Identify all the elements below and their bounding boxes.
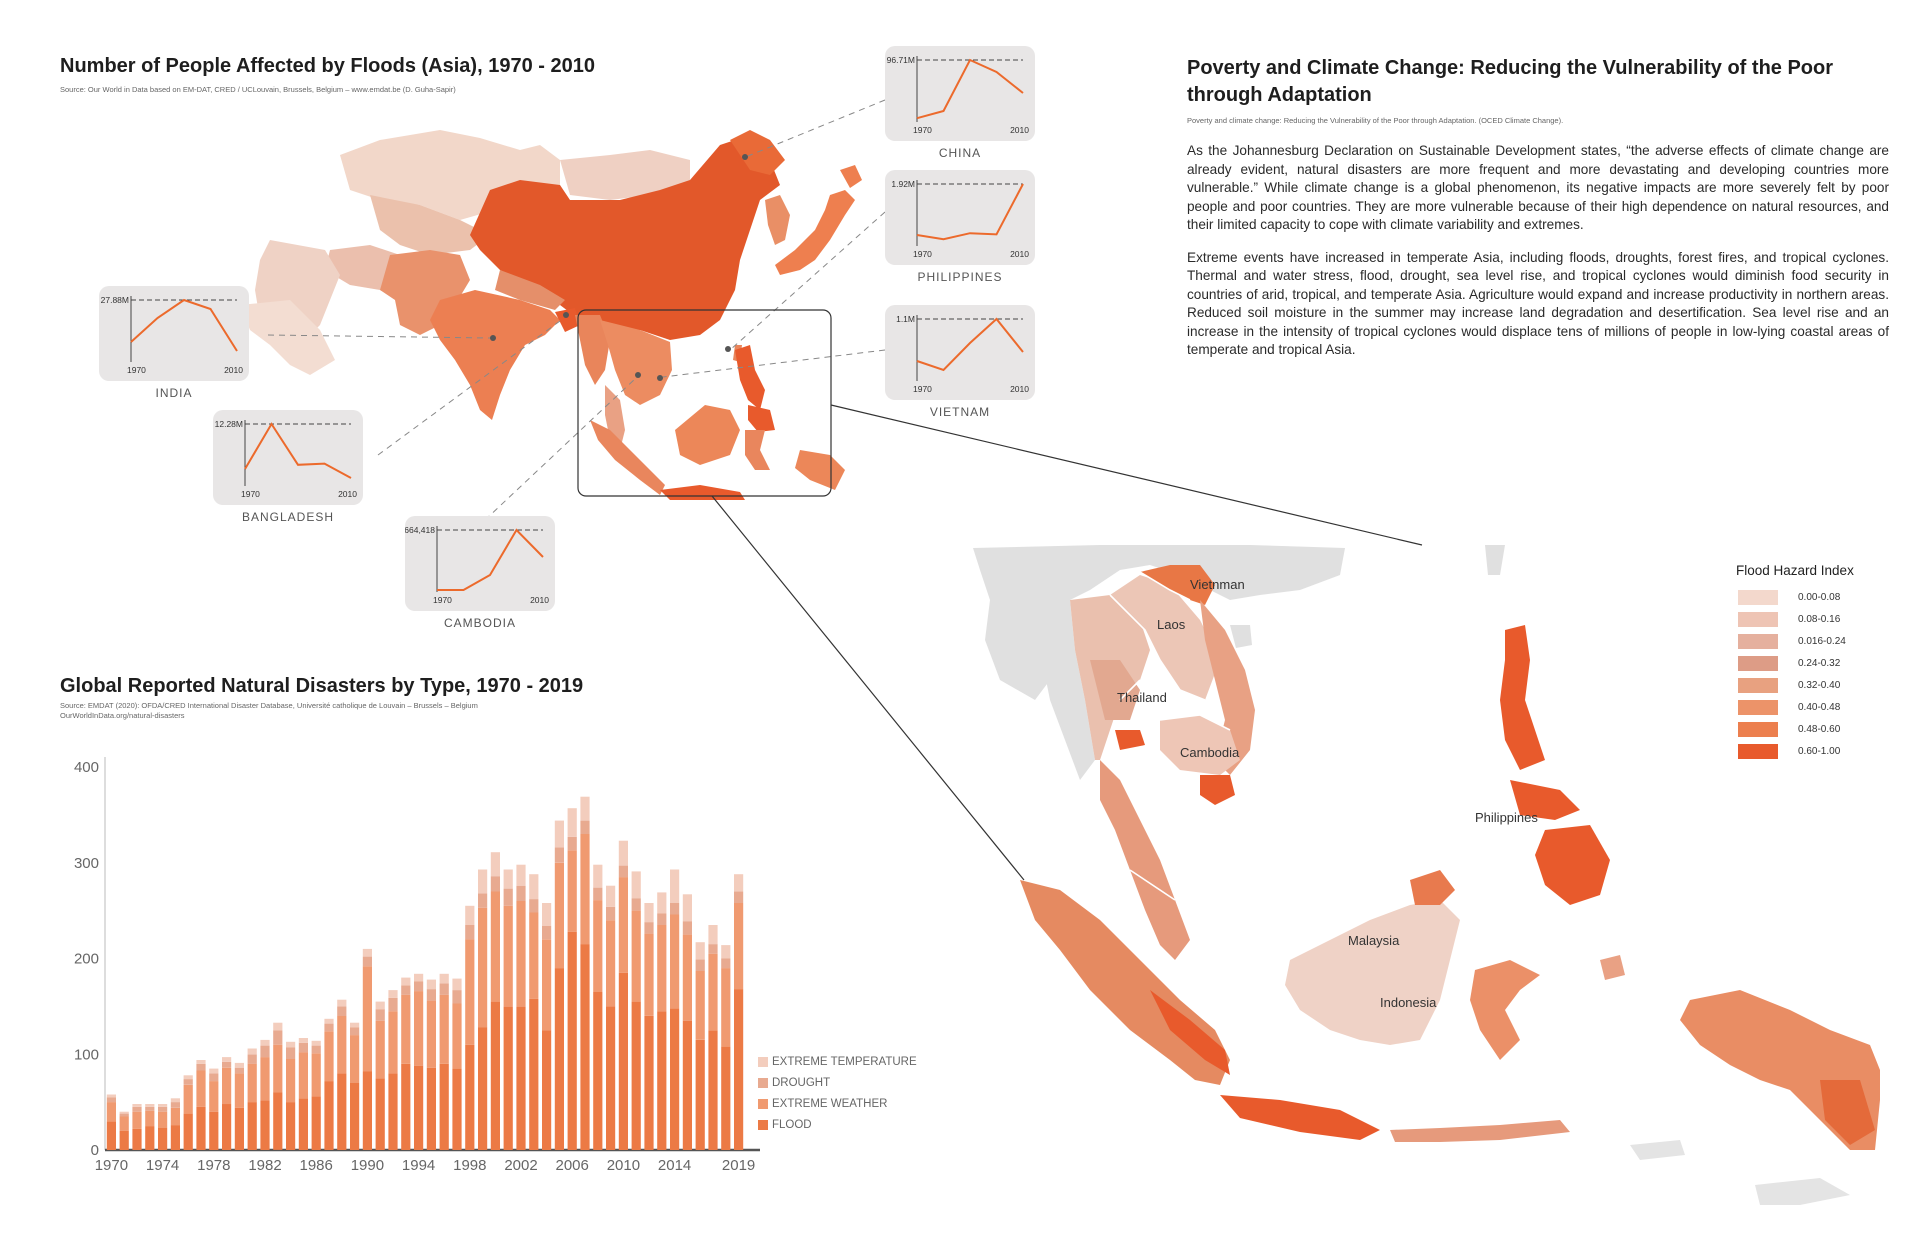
bar-segment-extreme-temperature: [286, 1042, 295, 1048]
bar-legend-label: DROUGHT: [772, 1076, 831, 1089]
label-vietnam: Vietnman: [1190, 577, 1245, 592]
bar-segment-extreme-temperature: [516, 865, 525, 886]
card-max-label: 1.92M: [891, 179, 915, 189]
bar-x-tick-label: 1970: [94, 1157, 129, 1174]
bar-segment-extreme-temperature: [184, 1075, 193, 1079]
bar-segment-drought: [376, 1009, 385, 1021]
bar-segment-extreme-weather: [196, 1071, 205, 1107]
bar-segment-extreme-weather: [363, 966, 372, 1071]
bar-segment-extreme-weather: [248, 1064, 257, 1102]
bar-segment-extreme-temperature: [555, 821, 564, 848]
bar-segment-extreme-weather: [324, 1031, 333, 1081]
bar-segment-extreme-weather: [222, 1068, 231, 1104]
card-x-start: 1970: [241, 489, 260, 499]
bar-segment-drought: [568, 837, 577, 850]
bar-segment-extreme-temperature: [696, 942, 705, 959]
bar-segment-extreme-temperature: [504, 870, 513, 889]
bar-segment-drought: [606, 907, 615, 920]
bar-segment-extreme-temperature: [222, 1057, 231, 1062]
bar-segment-flood: [644, 1016, 653, 1150]
bar-y-tick-label: 100: [73, 1046, 99, 1064]
label-laos: Laos: [1157, 617, 1186, 632]
bar-segment-flood: [286, 1102, 295, 1150]
bar-segment-flood: [734, 989, 743, 1150]
bar-segment-extreme-temperature: [248, 1049, 257, 1055]
bar-segment-extreme-temperature: [235, 1063, 244, 1068]
bar-segment-drought: [350, 1027, 359, 1035]
legend-label: 0.40-0.48: [1798, 701, 1841, 713]
bar-segment-extreme-temperature: [644, 903, 653, 922]
bar-segment-flood: [120, 1131, 129, 1150]
bar-segment-flood: [516, 1006, 525, 1150]
card-label-cambodia: CAMBODIA: [443, 616, 516, 630]
bar-segment-extreme-weather: [580, 834, 589, 944]
bar-segment-extreme-temperature: [478, 870, 487, 894]
bar-segment-flood: [376, 1078, 385, 1150]
bar-segment-extreme-temperature: [273, 1023, 282, 1031]
bar-segment-extreme-temperature: [388, 990, 397, 998]
bar-segment-flood: [273, 1093, 282, 1150]
bar-segment-flood: [401, 1064, 410, 1150]
bar-segment-flood: [619, 973, 628, 1150]
card-x-start: 1970: [913, 125, 932, 135]
bar-segment-extreme-temperature: [120, 1112, 129, 1114]
card-x-start: 1970: [433, 595, 452, 605]
bar-segment-extreme-weather: [593, 900, 602, 992]
bar-segment-drought: [299, 1043, 308, 1053]
disasters-legend: [758, 1051, 917, 1135]
bar-segment-extreme-weather: [209, 1081, 218, 1112]
bar-segment-drought: [708, 944, 717, 954]
bar-segment-drought: [491, 876, 500, 891]
bar-segment-extreme-temperature: [427, 980, 436, 990]
bar-segment-extreme-weather: [491, 892, 500, 1002]
bar-legend-item: [758, 1051, 917, 1072]
bar-segment-flood: [580, 944, 589, 1150]
bar-segment-extreme-temperature: [299, 1038, 308, 1043]
bar-x-tick-label: 1998: [453, 1157, 487, 1174]
label-indonesia: Indonesia: [1380, 995, 1437, 1010]
label-cambodia: Cambodia: [1180, 745, 1240, 760]
bar-segment-drought: [158, 1107, 167, 1112]
bar-legend-swatch: [758, 1078, 768, 1088]
article-title-line1: Poverty and Climate Change: Reducing the Vulnerability of the Poor: [1187, 57, 1834, 79]
bar-segment-extreme-temperature: [350, 1023, 359, 1028]
bar-x-tick-label: 2014: [657, 1157, 692, 1174]
bar-legend-item: [758, 1072, 917, 1093]
bar-segment-extreme-weather: [619, 877, 628, 973]
bar-legend-swatch: [758, 1099, 768, 1109]
bar-segment-extreme-temperature: [491, 852, 500, 876]
bar-segment-drought: [632, 898, 641, 910]
bar-x-tick-label: 1990: [350, 1157, 385, 1174]
bar-segment-extreme-temperature: [734, 874, 743, 891]
bar-x-tick-label: 2010: [606, 1157, 641, 1174]
bar-segment-drought: [107, 1097, 116, 1102]
bar-x-tick-label: 2002: [504, 1157, 538, 1174]
bar-segment-extreme-weather: [670, 915, 679, 1009]
bar-segment-flood: [312, 1096, 321, 1150]
bar-y-tick-label: 400: [73, 759, 99, 776]
bar-segment-flood: [388, 1073, 397, 1150]
bar-segment-drought: [465, 925, 474, 939]
bar-segment-drought: [120, 1114, 129, 1117]
bar-segment-flood: [593, 992, 602, 1150]
bar-segment-drought: [696, 960, 705, 972]
bar-segment-extreme-weather: [184, 1085, 193, 1114]
bar-segment-extreme-weather: [427, 1001, 436, 1068]
bar-segment-drought: [222, 1062, 231, 1068]
card-max-label: 96.71M: [886, 55, 915, 65]
bar-segment-extreme-temperature: [721, 945, 730, 958]
bar-segment-drought: [132, 1107, 141, 1112]
bar-segment-extreme-weather: [632, 911, 641, 1002]
floods-title: Number of People Affected by Floods (Asia), 1970 - 2010: [60, 55, 595, 77]
bar-segment-drought: [427, 989, 436, 1001]
bar-segment-extreme-temperature: [606, 886, 615, 907]
bar-segment-flood: [414, 1066, 423, 1150]
bar-legend-label: EXTREME WEATHER: [772, 1097, 888, 1110]
bar-segment-extreme-weather: [132, 1112, 141, 1129]
bar-segment-flood: [452, 1069, 461, 1150]
bar-x-tick-label: 2006: [555, 1157, 589, 1174]
bar-segment-extreme-weather: [145, 1111, 154, 1126]
bar-segment-drought: [580, 821, 589, 834]
bar-segment-extreme-weather: [235, 1073, 244, 1108]
card-label-philippines: PHILIPPINES: [917, 270, 1003, 284]
card-max-label: 27.88M: [100, 295, 129, 305]
legend-label: 0.48-0.60: [1798, 723, 1841, 735]
bar-segment-flood: [248, 1102, 257, 1150]
legend-label: 0.016-0.24: [1798, 635, 1846, 647]
card-x-end: 2010: [224, 365, 243, 375]
bar-segment-extreme-temperature: [132, 1104, 141, 1107]
bar-legend-swatch: [758, 1120, 768, 1130]
bar-segment-extreme-weather: [721, 968, 730, 1047]
legend-label: 0.00-0.08: [1798, 591, 1841, 603]
bar-segment-drought: [657, 914, 666, 926]
bar-segment-drought: [209, 1073, 218, 1081]
bar-segment-extreme-temperature: [580, 797, 589, 821]
bar-segment-drought: [644, 922, 653, 934]
bar-segment-extreme-temperature: [414, 974, 423, 982]
bar-segment-extreme-temperature: [401, 978, 410, 986]
bar-segment-extreme-weather: [299, 1052, 308, 1098]
floods-source: Source: Our World in Data based on EM-DAT, CRED / UCLouvain, Brussels, Belgium – www.emdat.be (D. Guha-Sapir): [60, 85, 456, 94]
card-x-start: 1970: [913, 384, 932, 394]
bar-segment-drought: [414, 982, 423, 992]
bar-legend-swatch: [758, 1057, 768, 1067]
bar-segment-extreme-weather: [452, 1004, 461, 1069]
bar-segment-extreme-weather: [465, 939, 474, 1044]
bar-segment-extreme-temperature: [158, 1104, 167, 1107]
bar-segment-extreme-temperature: [312, 1041, 321, 1046]
article-paragraph-2: Extreme events have increased in temperate Asia, including floods, droughts, forest fires, and tropical cyclones. Thermal and water stress, flood, drought, sea level rise, and tropical cyclones would diminish food security in countries of arid, tropical, and temperate Asia. Agriculture would expand and increase productivity in northern areas. Reduced soil moisture in the summer may increase land degradation and desertification. Sea level rise and an increase in the intensity of tropical cyclones would displace tens of millions of people in low-lying coastal areas of temperate and tropical Asia.: [1187, 249, 1889, 357]
label-thailand: Thailand: [1117, 690, 1167, 705]
bar-segment-extreme-weather: [657, 925, 666, 1011]
bar-segment-drought: [619, 866, 628, 878]
bar-segment-flood: [337, 1073, 346, 1150]
bar-segment-extreme-temperature: [465, 906, 474, 925]
bar-segment-extreme-weather: [260, 1057, 269, 1100]
bar-segment-extreme-weather: [312, 1053, 321, 1096]
bar-segment-extreme-weather: [516, 901, 525, 1006]
bar-segment-extreme-weather: [696, 971, 705, 1040]
card-x-end: 2010: [1010, 384, 1029, 394]
bar-segment-extreme-temperature: [619, 841, 628, 866]
bar-segment-extreme-weather: [542, 939, 551, 1030]
bar-segment-flood: [721, 1047, 730, 1150]
bar-legend-label: FLOOD: [772, 1118, 812, 1131]
bar-segment-flood: [107, 1121, 116, 1150]
bar-segment-extreme-temperature: [529, 874, 538, 899]
bar-segment-flood: [299, 1098, 308, 1150]
bar-segment-extreme-weather: [107, 1102, 116, 1121]
bar-segment-extreme-temperature: [632, 871, 641, 898]
bar-segment-extreme-temperature: [363, 949, 372, 957]
bar-y-tick-label: 200: [73, 950, 99, 968]
article-title-line2: through Adaptation: [1187, 84, 1372, 106]
bar-segment-extreme-weather: [120, 1117, 129, 1131]
bar-x-tick-label: 1982: [248, 1157, 282, 1174]
bar-segment-flood: [132, 1129, 141, 1150]
legend-label: 0.24-0.32: [1798, 657, 1841, 669]
disasters-source-line1: Source: EMDAT (2020): OFDA/CRED International Disaster Database, Université catholique de Louvain – Brussels – Belgium: [60, 701, 478, 710]
bar-x-tick-label: 1994: [401, 1157, 436, 1174]
bar-segment-extreme-weather: [273, 1045, 282, 1093]
bar-segment-extreme-temperature: [145, 1104, 154, 1107]
article-source: Poverty and climate change: Reducing the Vulnerability of the Poor through Adaptation. (OCED Climate Change).: [1187, 116, 1564, 125]
bar-segment-flood: [708, 1030, 717, 1150]
bar-segment-drought: [504, 889, 513, 906]
card-max-label: 12.28M: [214, 419, 243, 429]
bar-segment-extreme-temperature: [452, 979, 461, 991]
bar-segment-flood: [222, 1104, 231, 1150]
bar-segment-extreme-weather: [337, 1016, 346, 1073]
bar-segment-flood: [350, 1083, 359, 1150]
card-x-end: 2010: [1010, 125, 1029, 135]
bar-segment-flood: [491, 1002, 500, 1150]
bar-x-tick-label: 1986: [299, 1157, 333, 1174]
bar-segment-extreme-temperature: [708, 925, 717, 944]
bar-segment-drought: [235, 1068, 244, 1074]
legend-label: 0.32-0.40: [1798, 679, 1841, 691]
bar-segment-extreme-weather: [388, 1011, 397, 1073]
bar-segment-extreme-temperature: [593, 865, 602, 888]
bar-segment-extreme-temperature: [376, 1002, 385, 1010]
bar-segment-flood: [683, 1021, 692, 1150]
bar-segment-drought: [363, 957, 372, 967]
card-x-end: 2010: [338, 489, 357, 499]
bar-legend-item: [758, 1093, 917, 1114]
bar-segment-flood: [363, 1072, 372, 1151]
bar-segment-drought: [516, 886, 525, 901]
bar-segment-drought: [248, 1054, 257, 1064]
bar-segment-drought: [529, 899, 538, 912]
bar-segment-drought: [312, 1046, 321, 1054]
disasters-source-line2: OurWorldInData.org/natural-disasters: [60, 711, 185, 720]
bar-segment-drought: [452, 990, 461, 1003]
bar-segment-drought: [337, 1006, 346, 1016]
bar-segment-flood: [427, 1068, 436, 1150]
bar-segment-extreme-temperature: [260, 1040, 269, 1046]
bar-segment-extreme-temperature: [683, 894, 692, 921]
label-philippines: Philippines: [1475, 810, 1538, 825]
bar-segment-flood: [324, 1081, 333, 1150]
bar-segment-flood: [209, 1112, 218, 1150]
bar-segment-flood: [171, 1125, 180, 1150]
bar-segment-drought: [401, 985, 410, 995]
bar-segment-flood: [657, 1011, 666, 1150]
bar-segment-extreme-weather: [171, 1108, 180, 1125]
bar-segment-flood: [606, 1006, 615, 1150]
bar-segment-flood: [145, 1126, 154, 1150]
bar-segment-flood: [504, 1006, 513, 1150]
label-malaysia: Malaysia: [1348, 933, 1400, 948]
bar-segment-extreme-temperature: [107, 1095, 116, 1098]
bar-legend-item: [758, 1114, 917, 1135]
bar-segment-flood: [158, 1128, 167, 1150]
bar-segment-drought: [196, 1064, 205, 1071]
bar-segment-drought: [440, 983, 449, 995]
bar-segment-extreme-temperature: [670, 870, 679, 904]
card-label-india: INDIA: [155, 386, 193, 400]
bar-segment-flood: [632, 1002, 641, 1150]
bar-segment-extreme-weather: [555, 863, 564, 968]
bar-segment-extreme-weather: [158, 1112, 167, 1128]
legend-label: 0.08-0.16: [1798, 613, 1841, 625]
bar-segment-extreme-weather: [504, 906, 513, 1007]
bar-segment-extreme-temperature: [542, 903, 551, 926]
bar-segment-extreme-weather: [376, 1021, 385, 1078]
card-max-label: 1.1M: [896, 314, 915, 324]
bar-segment-extreme-temperature: [171, 1098, 180, 1102]
bar-segment-extreme-weather: [478, 908, 487, 1028]
bar-segment-flood: [196, 1107, 205, 1150]
bar-segment-drought: [555, 847, 564, 862]
bar-segment-drought: [145, 1107, 154, 1111]
bar-segment-extreme-temperature: [657, 892, 666, 913]
bar-segment-drought: [542, 926, 551, 939]
bar-segment-drought: [273, 1030, 282, 1044]
bar-segment-extreme-weather: [734, 903, 743, 989]
bar-segment-drought: [734, 892, 743, 904]
card-max-label: 664,418: [405, 525, 435, 535]
bar-segment-extreme-temperature: [440, 974, 449, 984]
bar-segment-extreme-temperature: [568, 808, 577, 837]
bar-segment-drought: [171, 1102, 180, 1108]
bar-segment-extreme-weather: [401, 995, 410, 1064]
bar-segment-extreme-temperature: [209, 1069, 218, 1074]
card-label-bangladesh: BANGLADESH: [241, 510, 335, 524]
bar-segment-drought: [286, 1048, 295, 1060]
bar-segment-flood: [568, 932, 577, 1150]
card-label-china: CHINA: [938, 146, 982, 160]
bar-segment-drought: [670, 903, 679, 915]
bar-x-tick-label: 1974: [145, 1157, 180, 1174]
bar-legend-label: EXTREME TEMPERATURE: [772, 1055, 917, 1068]
bar-segment-flood: [184, 1114, 193, 1150]
bar-segment-flood: [696, 1040, 705, 1150]
bar-x-tick-label: 2019: [721, 1157, 756, 1174]
bar-segment-drought: [683, 921, 692, 934]
bar-segment-drought: [721, 959, 730, 969]
bar-segment-drought: [324, 1024, 333, 1032]
bar-segment-extreme-weather: [644, 934, 653, 1016]
bar-segment-flood: [235, 1108, 244, 1150]
bar-x-tick-label: 1978: [197, 1157, 231, 1174]
bar-y-tick-label: 0: [90, 1142, 99, 1159]
bar-segment-extreme-weather: [708, 954, 717, 1031]
bar-segment-flood: [555, 968, 564, 1150]
card-x-start: 1970: [127, 365, 146, 375]
bar-segment-drought: [184, 1079, 193, 1085]
bar-segment-flood: [440, 1064, 449, 1150]
bar-segment-drought: [388, 998, 397, 1011]
legend-label: 0.60-1.00: [1798, 745, 1841, 757]
card-x-end: 2010: [530, 595, 549, 605]
bar-segment-extreme-temperature: [324, 1019, 333, 1024]
bar-segment-extreme-temperature: [337, 1000, 346, 1007]
bar-segment-flood: [670, 1008, 679, 1150]
bar-segment-extreme-temperature: [196, 1060, 205, 1064]
bar-y-tick-label: 300: [73, 854, 99, 872]
card-x-end: 2010: [1010, 249, 1029, 259]
bar-segment-drought: [478, 893, 487, 907]
bar-segment-flood: [260, 1100, 269, 1150]
bar-segment-flood: [542, 1030, 551, 1150]
article-paragraph-1: As the Johannesburg Declaration on Sustainable Development states, “the adverse effects of climate change are already evident, natural disasters are more frequent and more devastating and developing countries more vulnerable.” While climate change is a global phenomenon, its negative impacts are more severely felt by poor people and poor countries. They are more vulnerable because of their high dependence on natural resources, and their limited capacity to cope with climate variability and extremes.: [1187, 143, 1889, 232]
bar-segment-flood: [478, 1027, 487, 1150]
bar-segment-flood: [529, 999, 538, 1150]
bar-segment-extreme-weather: [440, 995, 449, 1064]
bar-segment-extreme-weather: [286, 1059, 295, 1102]
card-label-vietnam: VIETNAM: [929, 405, 991, 419]
bar-segment-extreme-weather: [568, 850, 577, 931]
bar-segment-flood: [465, 1045, 474, 1150]
bar-segment-drought: [593, 888, 602, 900]
disasters-title: Global Reported Natural Disasters by Type, 1970 - 2019: [60, 675, 584, 697]
bar-segment-extreme-weather: [529, 913, 538, 999]
legend-title: Flood Hazard Index: [1736, 563, 1854, 578]
bar-segment-extreme-weather: [350, 1035, 359, 1083]
bar-segment-extreme-weather: [683, 935, 692, 1021]
bar-segment-extreme-weather: [414, 991, 423, 1066]
bar-segment-extreme-weather: [606, 920, 615, 1006]
bar-segment-drought: [260, 1046, 269, 1058]
card-x-start: 1970: [913, 249, 932, 259]
